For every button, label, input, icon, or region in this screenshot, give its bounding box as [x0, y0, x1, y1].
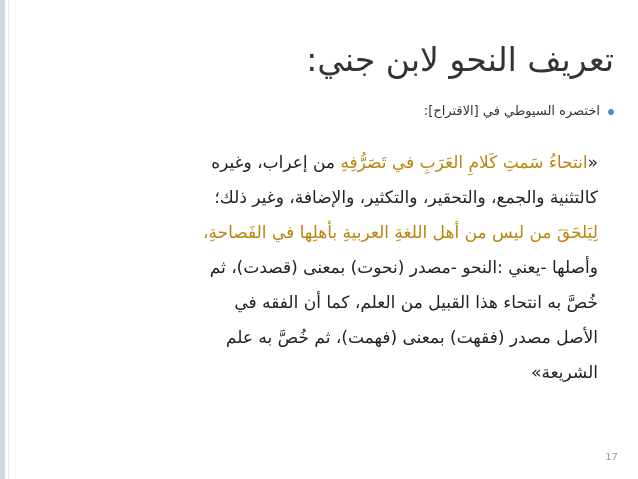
- quote-text: كالتثنية والجمع، والتحقير، والتكثير، والإضافة، وغير ذلك؛: [214, 188, 598, 208]
- page-number: 17: [605, 452, 618, 463]
- quote-line: [98, 181, 598, 216]
- quote-line: [98, 321, 598, 356]
- bullet-item: [424, 104, 614, 119]
- quote-line: [98, 146, 598, 181]
- quote-line: [98, 286, 598, 321]
- quote-text: خُصَّ به انتحاء هذا القبيل من العلم، كما أن الفقه في: [234, 293, 598, 313]
- quote-text: وأصلها -يعني :النحو -مصدر (نحوت) بمعنى (قصدت)، ثم: [209, 258, 598, 278]
- quote-line: [98, 356, 598, 391]
- left-accent-bar: [0, 0, 5, 479]
- quote-text: من إعراب، وغيره: [211, 153, 341, 173]
- highlighted-text: انتحاءُ سَمتِ كَلامِ العَرَبِ في تَصَرُّفِهِ: [340, 153, 588, 173]
- bullet-text: اختصره السيوطي في [الاقتراح]:: [423, 104, 600, 119]
- quote-text: الشريعة»: [531, 363, 598, 383]
- quote-text: الأصل مصدر (فقهت) بمعنى (فهمت)، ثم خُصَّ به علم: [225, 328, 598, 348]
- quote-body: [98, 146, 598, 391]
- slide-title: تعريف النحو لابن جني:: [306, 40, 614, 79]
- highlighted-text: لِيَلحَقَ من ليس من أهل اللغةِ العربيةِ بأهلِها في الفَصاحةِ،: [202, 223, 598, 243]
- bullet-dot-icon: [608, 109, 614, 115]
- quote-line: [98, 251, 598, 286]
- quote-text: «: [587, 153, 598, 173]
- quote-line: [98, 216, 598, 251]
- left-accent-line: [8, 0, 9, 479]
